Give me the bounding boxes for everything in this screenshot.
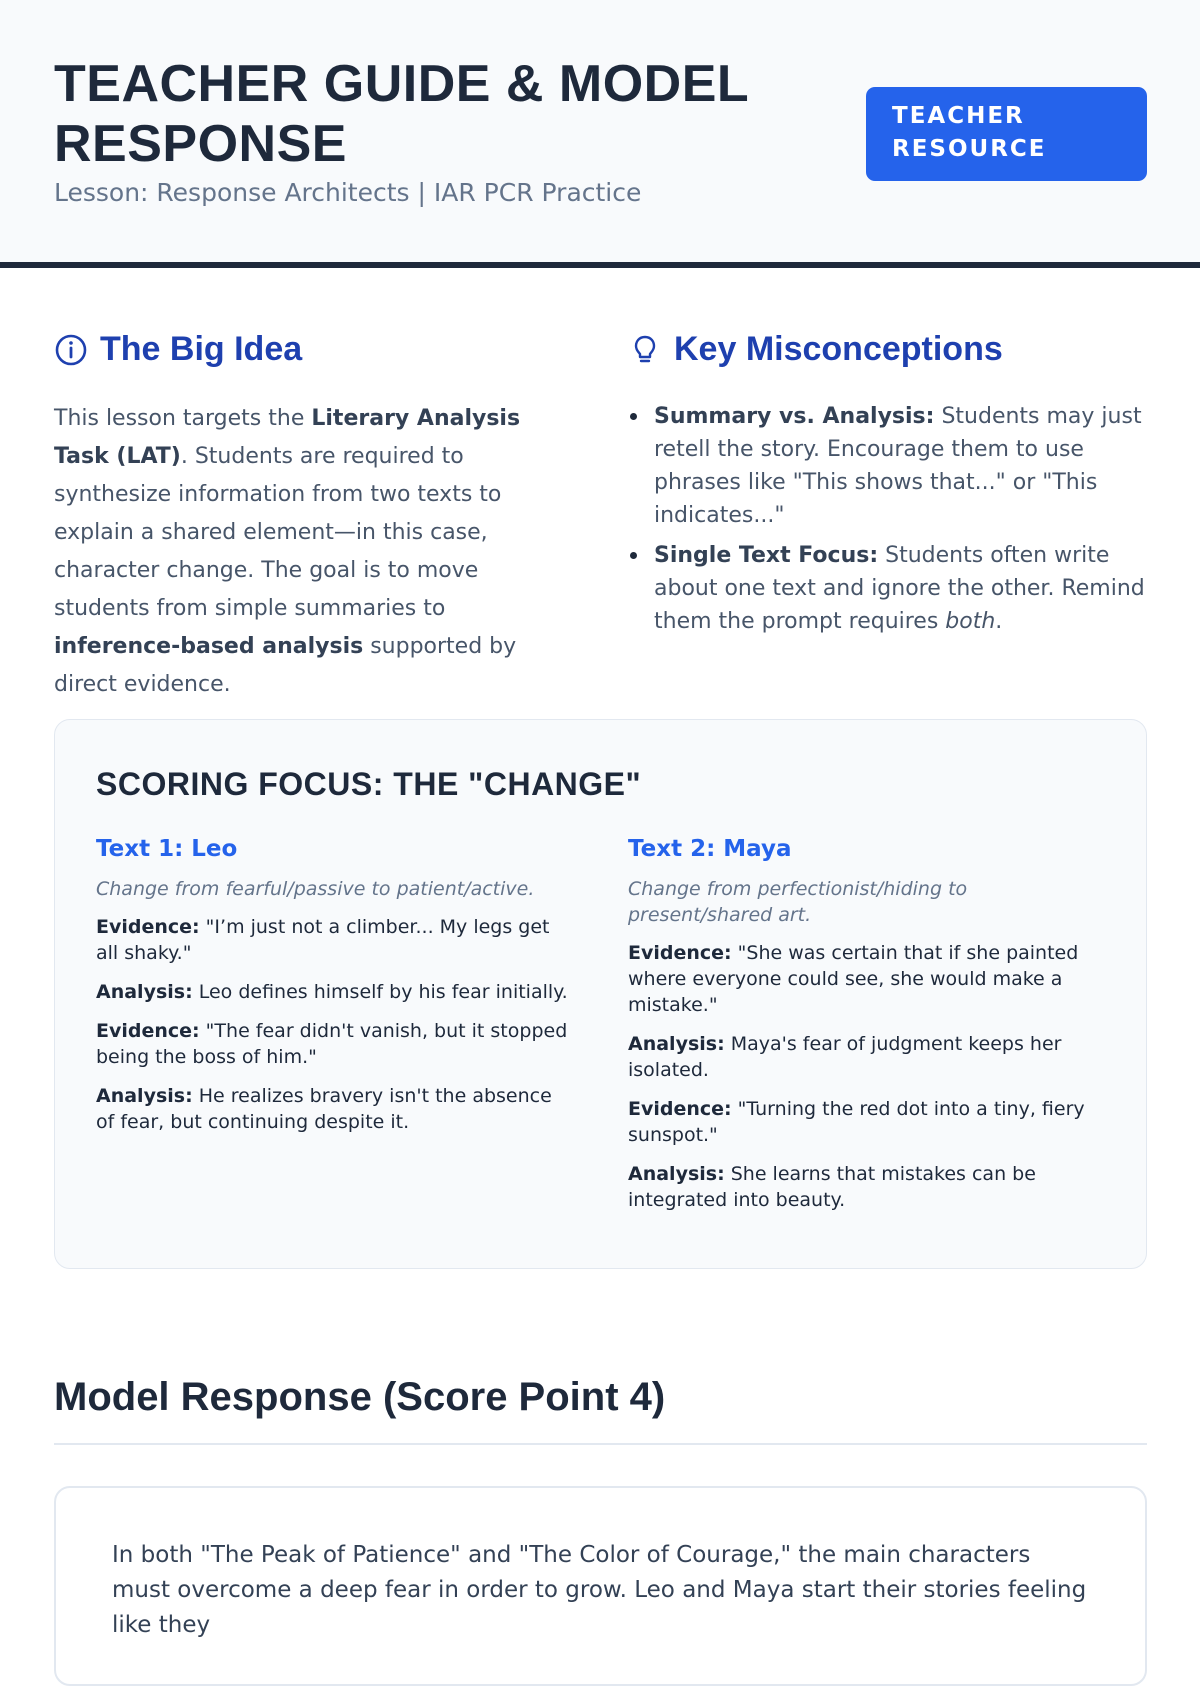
- big-idea-text-part: . Students are required to synthesize information from two texts to explain a shared element—in this case, character change. The goal is to move students from simple summaries to: [54, 444, 502, 621]
- item-text: "The fear didn't vanish, but it stopped being the boss of him.": [96, 1020, 568, 1068]
- text-1-change: Change from fearful/passive to patient/active.: [96, 878, 535, 900]
- list-item: [628, 539, 1148, 638]
- teacher-resource-badge: TEACHER RESOURCE: [866, 87, 1147, 181]
- misconceptions-heading-label: Key Misconceptions: [674, 330, 1003, 368]
- misconception-emphasis: both: [945, 609, 996, 634]
- item-text: "Turning the red dot into a tiny, fiery sunspot.": [628, 1098, 1085, 1146]
- item-text: Leo defines himself by his fear initially.: [192, 981, 568, 1003]
- analysis-item: [96, 979, 576, 1005]
- item-label: Evidence:: [96, 1020, 200, 1042]
- analysis-item: [628, 1161, 1108, 1213]
- divider: [54, 1443, 1147, 1445]
- big-idea-text-part: supported by direct evidence.: [54, 634, 517, 697]
- item-label: Analysis:: [96, 981, 193, 1003]
- item-label: Evidence:: [96, 916, 200, 938]
- misconceptions-heading: [628, 330, 1003, 369]
- item-label: Evidence:: [628, 1098, 732, 1120]
- text-2-change: Change from perfectionist/hiding to present/shared art.: [628, 878, 968, 926]
- text-2-title: Text 2: Maya: [628, 836, 792, 862]
- text-1-title: Text 1: Leo: [96, 836, 238, 862]
- item-label: Analysis:: [628, 1163, 725, 1185]
- evidence-item: [96, 914, 576, 966]
- item-text: Maya's fear of judgment keeps her isolated.: [628, 1033, 1062, 1081]
- lightbulb-icon: [628, 333, 662, 367]
- evidence-item: [628, 940, 1108, 1018]
- item-text: "She was certain that if she painted where everyone could see, she would make a mistake.": [628, 942, 1079, 1016]
- misconception-text: Students often write about one text and ignore the other. Remind them the prompt requires: [654, 543, 1145, 634]
- big-idea-bold-term: inference-based analysis: [54, 634, 364, 659]
- big-idea-heading: [54, 330, 302, 369]
- big-idea-heading-label: The Big Idea: [100, 330, 303, 368]
- item-text: "I’m just not a climber... My legs get all shaky.": [96, 916, 550, 964]
- model-response-text: In both "The Peak of Patience" and "The Color of Courage," the main characters must overcome a deep fear in order to grow. Leo and Maya start their stories feeling like they: [112, 1542, 1087, 1638]
- text-2-column: [628, 836, 1108, 1226]
- misconception-label: Summary vs. Analysis:: [654, 404, 935, 429]
- evidence-item: [96, 1018, 576, 1070]
- text-1-column: [96, 836, 576, 1148]
- lesson-subtitle: Lesson: Response Architects | IAR PCR Practice: [54, 178, 642, 207]
- item-label: Analysis:: [96, 1085, 193, 1107]
- page-title: TEACHER GUIDE & MODEL RESPONSE: [54, 55, 749, 173]
- misconception-text: Students may just retell the story. Encourage them to use phrases like "This shows that..." or "This indicates...": [654, 404, 1142, 528]
- item-text: She learns that mistakes can be integrated into beauty.: [628, 1163, 1036, 1211]
- list-item: [628, 400, 1148, 532]
- big-idea-text-part: This lesson targets the: [54, 406, 312, 431]
- page-header: [0, 0, 1200, 268]
- item-text: He realizes bravery isn't the absence of fear, but continuing despite it.: [96, 1085, 552, 1133]
- misconception-label: Single Text Focus:: [654, 543, 879, 568]
- misconception-text: .: [995, 609, 1003, 634]
- model-response-card: [54, 1486, 1147, 1686]
- big-idea-bold-term: Literary Analysis Task (LAT): [54, 406, 521, 469]
- analysis-item: [628, 1031, 1108, 1083]
- item-label: Evidence:: [628, 942, 732, 964]
- scoring-focus-title: SCORING FOCUS: THE "CHANGE": [96, 766, 642, 802]
- model-response-heading: Model Response (Score Point 4): [54, 1375, 666, 1419]
- item-label: Analysis:: [628, 1033, 725, 1055]
- analysis-item: [96, 1083, 576, 1135]
- evidence-item: [628, 1096, 1108, 1148]
- big-idea-paragraph: [54, 400, 574, 704]
- info-circle-icon: [54, 333, 88, 367]
- scoring-focus-card: [54, 719, 1147, 1269]
- misconceptions-list: [628, 400, 1148, 645]
